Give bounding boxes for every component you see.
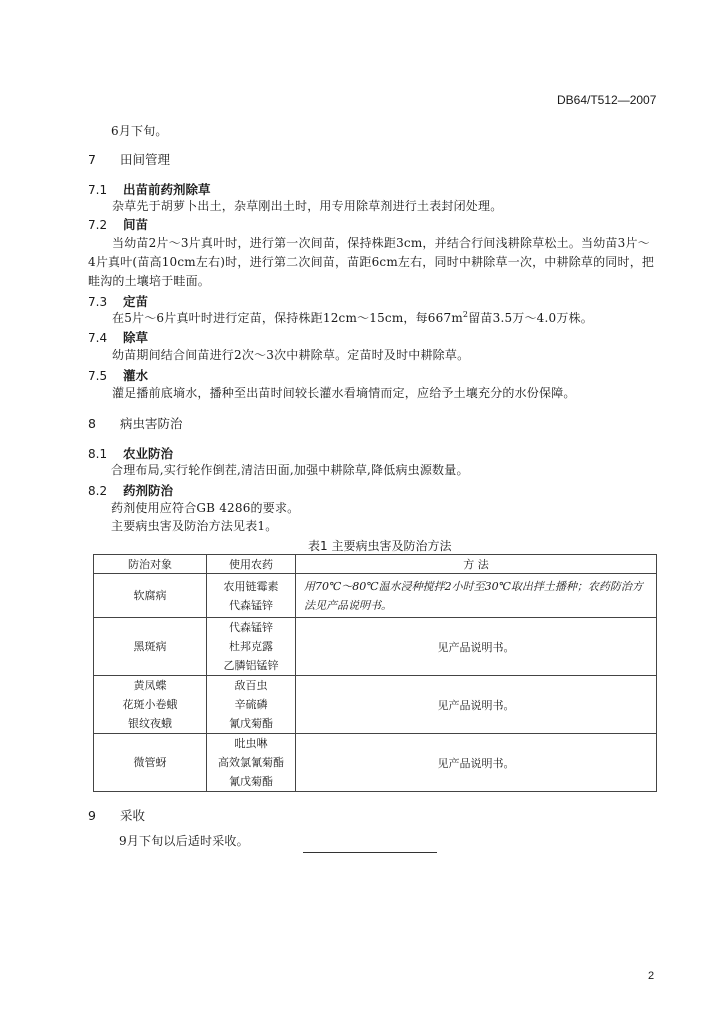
pest-cell: 黑斑病: [94, 618, 207, 676]
section-number: 8: [88, 416, 96, 431]
table-row: [94, 618, 657, 676]
subsection-7-4-heading: [88, 328, 148, 346]
subsection-number: 7.1: [88, 183, 108, 197]
subsection-title: 农业防治: [123, 446, 174, 461]
table-header-row: [94, 555, 657, 574]
pesticide-cell: 敌百虫 辛硫磷 氰戊菊酯: [207, 676, 296, 734]
document-id: DB64/T512—2007: [557, 93, 657, 107]
subsection-number: 8.1: [88, 447, 108, 461]
section-title: 采收: [120, 808, 146, 823]
subsection-number: 7.2: [88, 218, 108, 232]
subsection-number: 7.4: [88, 331, 108, 345]
subsection-7-2-heading: [88, 215, 148, 233]
header-pesticide: 使用农药: [207, 555, 296, 574]
page-number: 2: [648, 970, 655, 982]
header-target: 防治对象: [94, 555, 207, 574]
pesticide-cell: 代森锰锌 杜邦克露 乙膦铝锰锌: [207, 618, 296, 676]
subsection-title: 灌水: [123, 368, 149, 383]
subsection-number: 7.5: [88, 369, 108, 383]
paragraph-8-2-line-1: 药剂使用应符合GB 4286的要求。: [111, 501, 300, 515]
pesticide-cell: 农用链霉素 代森锰锌: [207, 574, 296, 618]
subsection-title: 除草: [123, 330, 149, 345]
paragraph-7-1: 杂草先于胡萝卜出土，杂草刚出土时，用专用除草剂进行土表封闭处理。: [112, 199, 503, 213]
header-method: 方 法: [296, 555, 657, 574]
subsection-7-3-heading: [88, 292, 148, 310]
pest-cell: 微管蚜: [94, 734, 207, 792]
section-7-heading: [88, 150, 170, 168]
section-title: 病虫害防治: [120, 416, 183, 431]
section-number: 7: [88, 152, 96, 167]
paragraph-7-2-line-1: 当幼苗2片～3片真叶时，进行第一次间苗，保持株距3cm，并结合行间浅耕除草松土。当幼苗3片～: [112, 236, 650, 250]
table-row: [94, 574, 657, 618]
method-cell: 用70℃～80℃温水浸种搅拌2小时至30℃取出拌土播种；农药防治方法见产品说明书。: [296, 574, 657, 618]
section-9-heading: [88, 806, 145, 824]
method-cell: 见产品说明书。: [296, 734, 657, 792]
subsection-title: 定苗: [123, 294, 149, 309]
pest-cell: 黄凤蝶 花斑小卷蛾 银纹夜蛾: [94, 676, 207, 734]
table-row: [94, 734, 657, 792]
paragraph-7-2-line-2: 4片真叶(苗高10cm左右)时，进行第二次间苗，苗距6cm左右，同时中耕除草一次，中耕除草的同时，把: [88, 255, 655, 269]
subsection-title: 间苗: [123, 217, 149, 232]
method-cell: 见产品说明书。: [296, 676, 657, 734]
subsection-7-1-heading: [88, 180, 211, 198]
paragraph-8-2-line-2: 主要病虫害及防治方法见表1。: [111, 519, 278, 533]
pest-cell: 软腐病: [94, 574, 207, 618]
subsection-title: 出苗前药剂除草: [123, 182, 211, 197]
paragraph-7-2-line-3: 畦沟的土壤培于畦面。: [88, 274, 211, 288]
pesticide-cell: 吡虫啉 高效氯氰菊酯 氰戊菊酯: [207, 734, 296, 792]
section-8-heading: [88, 414, 183, 432]
section-number: 9: [88, 808, 96, 823]
paragraph-9: 9月下旬以后适时采收。: [119, 834, 249, 848]
subsection-8-1-heading: [88, 444, 173, 462]
end-rule: [303, 852, 437, 853]
table-caption: 表1 主要病虫害及防治方法: [308, 539, 452, 553]
paragraph-7-4: 幼苗期间结合间苗进行2次～3次中耕除草。定苗时及时中耕除草。: [112, 348, 470, 362]
subsection-number: 8.2: [88, 484, 108, 498]
subsection-number: 7.3: [88, 295, 108, 309]
paragraph-7-5: 灌足播前底墒水，播种至出苗时间较长灌水看墒情而定，应给予土壤充分的水份保障。: [112, 386, 576, 400]
subsection-title: 药剂防治: [123, 483, 174, 498]
pest-control-table: [93, 554, 657, 792]
paragraph-8-1: 合理布局,实行轮作倒茬,清洁田面,加强中耕除草,降低病虫源数量。: [111, 463, 469, 477]
table-row: [94, 676, 657, 734]
subsection-7-5-heading: [88, 366, 148, 384]
method-cell: 见产品说明书。: [296, 618, 657, 676]
continuation-text: 6月下旬。: [111, 124, 168, 138]
section-title: 田间管理: [120, 152, 171, 167]
subsection-8-2-heading: [88, 481, 173, 499]
paragraph-7-3: 在5片～6片真叶时进行定苗，保持株距12cm～15cm，每$667m^2$留苗3.5万～4.0万株。: [112, 310, 593, 325]
